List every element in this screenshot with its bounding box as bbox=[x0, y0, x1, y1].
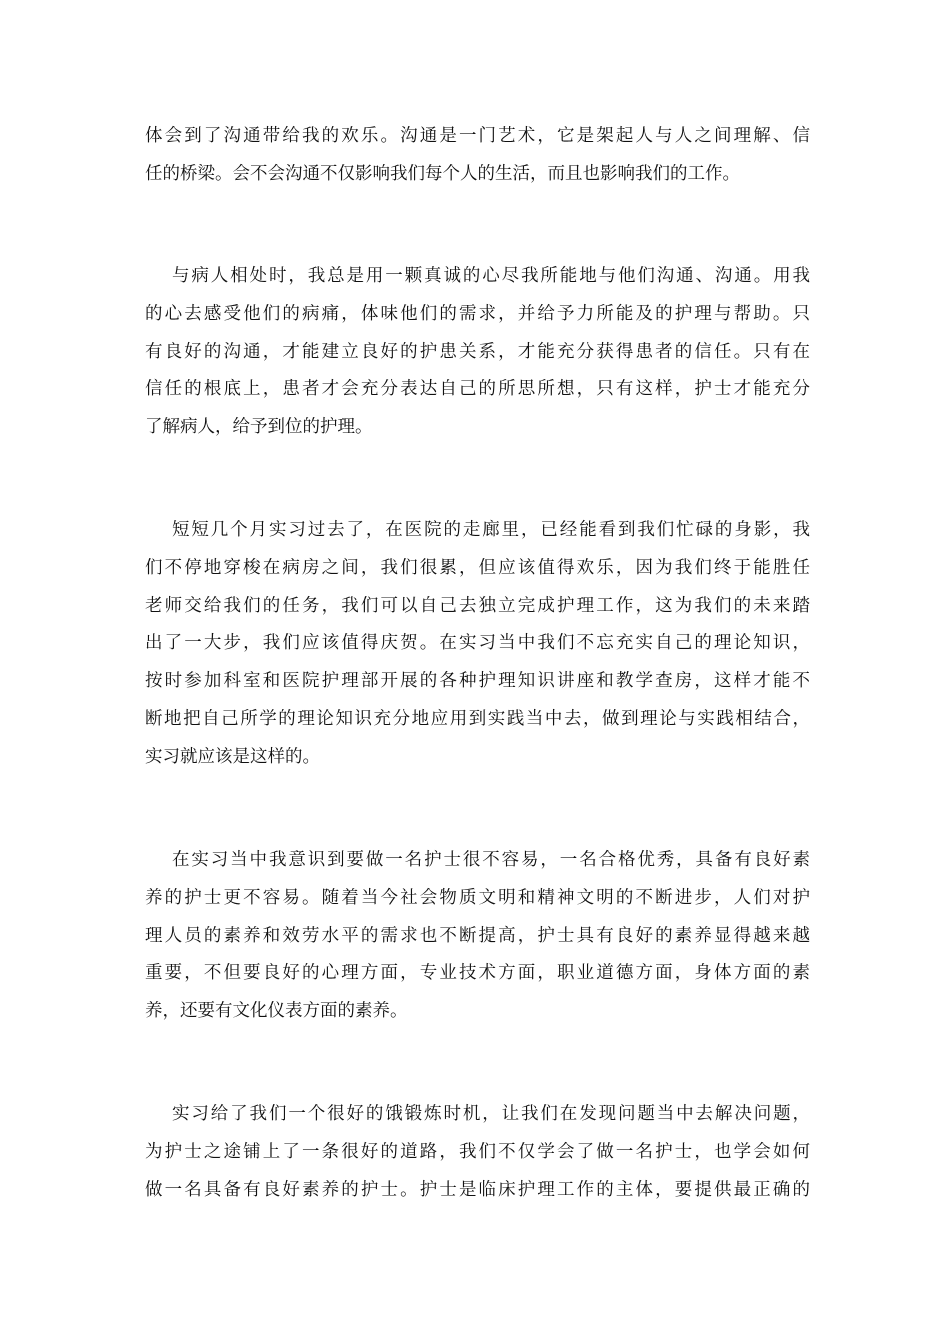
text-line: 实习给了我们一个很好的饿锻炼时机，让我们在发现问题当中去解决问题， bbox=[172, 1104, 810, 1124]
text-line: 有良好的沟通，才能建立良好的护患关系，才能充分获得患者的信任。只有在 bbox=[145, 341, 810, 362]
text-line: 养，还要有文化仪表方面的素养。 bbox=[145, 1001, 408, 1022]
text-line: 做一名具备有良好素养的护士。护士是临床护理工作的主体，要提供最正确的 bbox=[145, 1179, 810, 1200]
text-line: 任的桥梁。会不会沟通不仅影响我们每个人的生活，而且也影响我们的工作。 bbox=[145, 163, 740, 184]
paragraph-1 bbox=[145, 118, 810, 194]
text-line: 养的护士更不容易。随着当今社会物质文明和精神文明的不断进步，人们对护 bbox=[145, 887, 810, 908]
paragraph-3 bbox=[145, 512, 810, 777]
text-line: 的心去感受他们的病痛，体味他们的需求，并给予力所能及的护理与帮助。只 bbox=[145, 303, 810, 324]
text-line: 老师交给我们的任务，我们可以自己去独立完成护理工作，这为我们的未来踏 bbox=[145, 595, 810, 616]
text-line: 在实习当中我意识到要做一名护士很不容易，一名合格优秀，具备有良好素 bbox=[172, 850, 810, 870]
text-line: 了解病人，给予到位的护理。 bbox=[145, 417, 373, 438]
text-line: 为护士之途铺上了一条很好的道路，我们不仅学会了做一名护士，也学会如何 bbox=[145, 1141, 810, 1162]
paragraph-2 bbox=[145, 258, 810, 447]
text-line: 们不停地穿梭在病房之间，我们很累，但应该值得欢乐，因为我们终于能胜任 bbox=[145, 557, 810, 578]
text-line: 信任的根底上，患者才会充分表达自己的所思所想，只有这样，护士才能充分 bbox=[145, 379, 810, 400]
text-line: 按时参加科室和医院护理部开展的各种护理知识讲座和教学查房，这样才能不 bbox=[145, 671, 810, 692]
text-line: 重要，不但要良好的心理方面，专业技术方面，职业道德方面，身体方面的素 bbox=[145, 963, 810, 984]
text-line: 与病人相处时，我总是用一颗真诚的心尽我所能地与他们沟通、沟通。用我 bbox=[172, 266, 810, 286]
text-line: 出了一大步，我们应该值得庆贺。在实习当中我们不忘充实自己的理论知识， bbox=[145, 633, 810, 654]
paragraph-4 bbox=[145, 842, 810, 1031]
text-line: 断地把自己所学的理论知识充分地应用到实践当中去，做到理论与实践相结合， bbox=[145, 708, 810, 729]
text-line: 短短几个月实习过去了，在医院的走廊里，已经能看到我们忙碌的身影，我 bbox=[172, 520, 810, 540]
text-line: 实习就应该是这样的。 bbox=[145, 746, 320, 767]
paragraph-5 bbox=[145, 1096, 810, 1209]
text-line: 理人员的素养和效劳水平的需求也不断提高，护士具有良好的素养显得越来越 bbox=[145, 925, 810, 946]
text-line: 体会到了沟通带给我的欢乐。沟通是一门艺术，它是架起人与人之间理解、信 bbox=[145, 126, 810, 146]
